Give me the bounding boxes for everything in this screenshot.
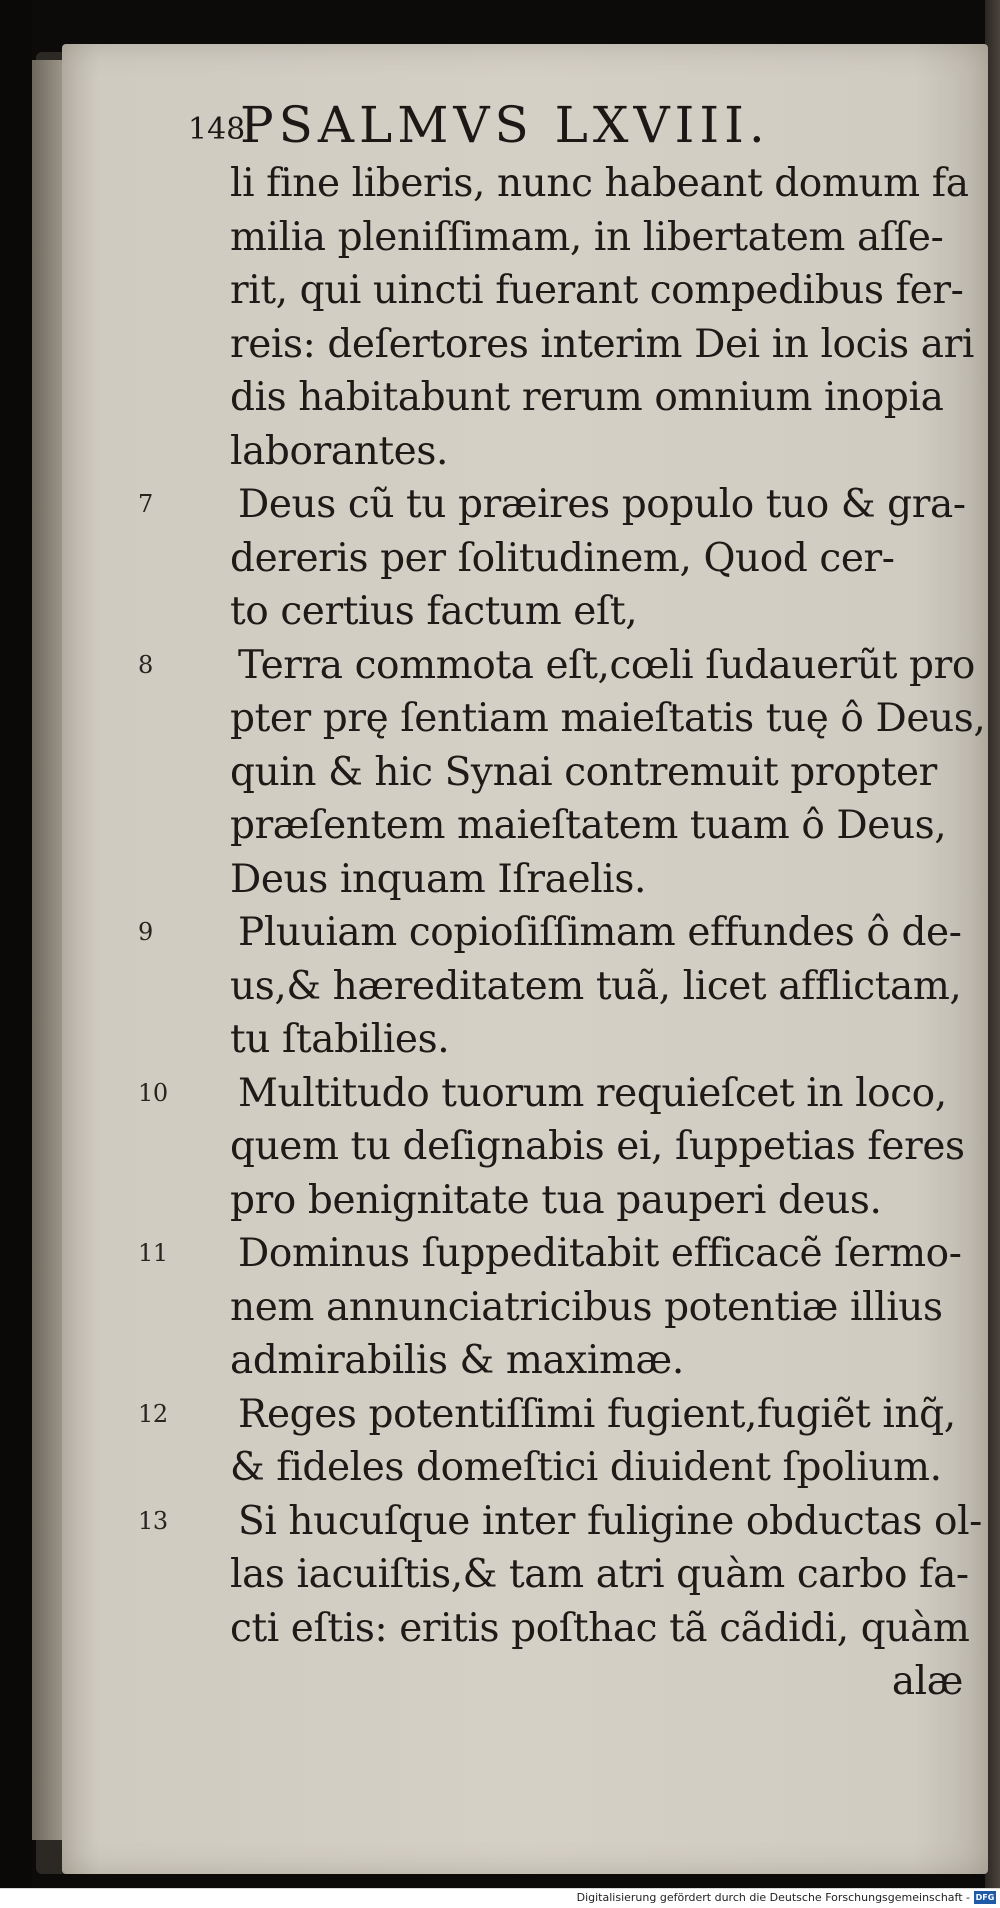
line-text: Deus inquam Iſraelis.	[230, 856, 646, 902]
line-text: nem annunciatricibus potentiæ illius	[230, 1284, 943, 1330]
text-line	[168, 585, 963, 639]
verse-line	[138, 1227, 963, 1281]
line-text: to certius factum eſt,	[230, 589, 638, 634]
line-text: dis habitabunt rerum omnium inopia	[230, 375, 944, 420]
verse-number: 8	[138, 650, 153, 679]
footer-credit: Digitalisierung gefördert durch die Deutsche Forschungsgemeinschaft -	[576, 1891, 970, 1904]
text-line	[168, 1013, 963, 1067]
line-text: Terra commota eſt,cœli ſudauerũt pro	[238, 642, 975, 688]
text-line	[168, 960, 963, 1014]
text-line	[168, 1548, 969, 1602]
text-line	[168, 1602, 970, 1656]
line-text: Reges potentiſſimi fugient,fugiẽt inq̃,	[238, 1391, 956, 1437]
line-text: rit, qui uincti fuerant compedibus fer-	[230, 268, 964, 313]
line-text: las iacuiſtis,& tam atri quàm carbo fa-	[230, 1552, 969, 1597]
line-text: præſentem maieſtatem tuam ô Deus,	[230, 803, 947, 848]
line-text: Pluuiam copioſiſſimam effundes ô de-	[238, 910, 962, 955]
text-line	[168, 157, 969, 211]
line-text: alæ	[891, 1659, 963, 1704]
line-text: reis: deſertores interim Dei in locis ari	[230, 321, 974, 367]
line-text: tu ſtabilies.	[230, 1017, 450, 1062]
book-fore-edge	[32, 60, 64, 1840]
psalm-text-block	[138, 157, 986, 1709]
dfg-logo: DFG	[975, 1893, 995, 1902]
text-line	[168, 799, 963, 853]
verse-number: 11	[138, 1239, 168, 1267]
line-text: us,& hæreditatem tuã, licet afflictam,	[230, 963, 962, 1009]
verse-line	[138, 906, 963, 960]
line-text: quem tu deſignabis ei, ſuppetias feres	[230, 1124, 965, 1169]
text-line	[168, 692, 986, 746]
line-text: admirabilis & maximæ.	[230, 1338, 684, 1383]
line-text: & fideles domeſtici diuident ſpolium.	[230, 1445, 942, 1490]
text-line	[168, 264, 963, 318]
text-line	[168, 1174, 963, 1228]
page-number: 148	[188, 112, 246, 147]
verse-number: 13	[138, 1506, 168, 1535]
line-text: pro benignitate tua pauperi deus.	[230, 1177, 882, 1223]
line-text: laborantes.	[230, 428, 448, 474]
text-line	[168, 1334, 963, 1388]
verse-line	[138, 639, 975, 693]
text-line	[168, 425, 963, 479]
verse-line	[138, 1495, 982, 1549]
line-text: li fine liberis, nunc habeant domum fa	[230, 161, 969, 206]
text-line	[168, 1281, 963, 1335]
text-line	[168, 211, 963, 265]
line-text: quin & hic Synai contremuit propter	[230, 749, 937, 795]
verse-line	[138, 478, 966, 532]
verse-number: 9	[138, 918, 153, 946]
line-text: Deus cũ tu præires populo tuo & gra-	[238, 482, 966, 527]
verse-line	[138, 1388, 963, 1442]
scan-left-margin	[0, 0, 32, 1907]
text-line	[168, 532, 963, 586]
line-text: Si hucuſque inter fuligine obductas ol-	[238, 1498, 982, 1544]
text-line	[168, 318, 974, 372]
line-text: pter prę ſentiam maieſtatis tuę ô Deus,	[230, 696, 986, 741]
verse-number: 10	[138, 1078, 168, 1107]
text-line	[168, 1655, 963, 1709]
line-text: milia pleniſſimam, in libertatem aſſe-	[230, 214, 944, 260]
text-line	[168, 1441, 963, 1495]
verse-number: 7	[138, 490, 153, 518]
text-line	[168, 371, 963, 425]
text-line	[168, 853, 963, 907]
text-line	[168, 1120, 963, 1174]
verse-line	[138, 1067, 963, 1121]
text-line	[168, 746, 963, 800]
digitization-footer	[0, 1888, 1000, 1908]
verse-number: 12	[138, 1399, 168, 1428]
line-text: dereris per ſolitudinem, Quod cer-	[230, 535, 895, 581]
line-text: Dominus ſuppeditabit efficacẽ ſermo-	[238, 1231, 962, 1276]
line-text: cti eſtis: eritis poſthac tã cãdidi, quàm	[230, 1605, 970, 1651]
running-title: PSALMVS LXVIII.	[240, 96, 770, 154]
line-text: Multitudo tuorum requieſcet in loco,	[238, 1070, 947, 1116]
